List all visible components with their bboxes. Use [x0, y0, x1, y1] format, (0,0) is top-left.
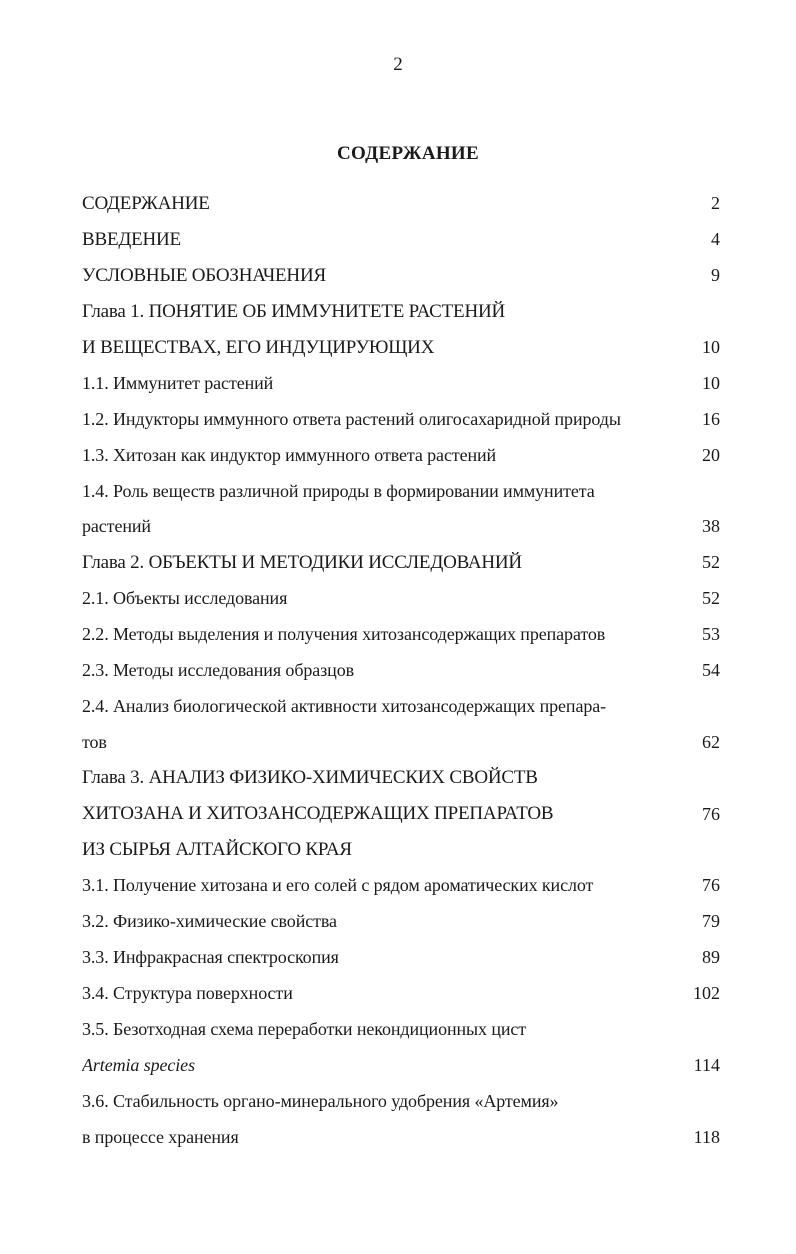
toc-entry-text: 2.4. Анализ биологической активности хитозансодержащих препара- — [82, 695, 607, 716]
toc-entry — [82, 1047, 720, 1083]
toc-entry-page: 76 — [702, 803, 720, 824]
toc-entry — [82, 1011, 720, 1047]
toc-entry-text: растений — [82, 516, 151, 537]
toc-entry-text: тов — [82, 731, 107, 752]
toc-entry — [82, 509, 720, 545]
toc-entry-page: 76 — [702, 875, 720, 896]
toc-entry — [82, 976, 720, 1012]
toc-entry — [82, 688, 720, 724]
toc-entry-page: 9 — [711, 265, 720, 286]
toc-entry — [82, 186, 720, 222]
table-of-contents — [82, 186, 720, 1155]
toc-entry — [82, 330, 720, 366]
toc-entry — [82, 437, 720, 473]
toc-entry — [82, 258, 720, 294]
toc-entry-page: 62 — [702, 731, 720, 752]
toc-entry-page: 52 — [702, 588, 720, 609]
toc-entry-page: 79 — [702, 911, 720, 932]
toc-entry-page: 89 — [702, 947, 720, 968]
toc-entry-text: 2.3. Методы исследования образцов — [82, 660, 355, 681]
toc-entry-page: 52 — [702, 552, 720, 573]
toc-entry — [82, 365, 720, 401]
toc-entry — [82, 581, 720, 617]
toc-entry-text: СОДЕРЖАНИЕ — [82, 192, 210, 214]
toc-entry-page: 2 — [711, 193, 720, 214]
toc-entry — [82, 1119, 720, 1155]
toc-entry-text: 1.4. Роль веществ различной природы в формировании иммунитета — [82, 480, 595, 501]
toc-entry-text: ХИТОЗАНА И ХИТОЗАНСОДЕРЖАЩИХ ПРЕПАРАТОВ — [82, 803, 554, 825]
toc-entry — [82, 724, 720, 760]
toc-entry-text: 3.6. Стабильность органо-минерального удобрения «Артемия» — [82, 1090, 559, 1111]
toc-entry-text: Глава 3. АНАЛИЗ ФИЗИКО-ХИМИЧЕСКИХ СВОЙСТВ — [82, 767, 538, 789]
page-number: 2 — [393, 54, 403, 75]
toc-entry — [82, 401, 720, 437]
toc-entry — [82, 760, 720, 796]
toc-entry-text: Глава 2. ОБЪЕКТЫ И МЕТОДИКИ ИССЛЕДОВАНИЙ — [82, 551, 522, 573]
toc-entry — [82, 545, 720, 581]
toc-entry — [82, 473, 720, 509]
toc-entry-page: 10 — [702, 372, 720, 393]
toc-entry-text: ВВЕДЕНИЕ — [82, 228, 181, 250]
toc-title: СОДЕРЖАНИЕ — [337, 143, 479, 164]
toc-entry-text: УСЛОВНЫЕ ОБОЗНАЧЕНИЯ — [82, 264, 326, 286]
toc-entry-text: 3.5. Безотходная схема переработки некондиционных цист — [82, 1018, 527, 1039]
toc-entry-page: 114 — [693, 1054, 720, 1075]
toc-entry-text: 2.2. Методы выделения и получения хитозансодержащих препаратов — [82, 624, 606, 645]
toc-entry-page: 4 — [711, 229, 720, 250]
toc-entry — [82, 868, 720, 904]
toc-entry — [82, 653, 720, 689]
toc-entry-text: 3.3. Инфракрасная спектроскопия — [82, 947, 339, 968]
toc-entry-text: 3.4. Структура поверхности — [82, 983, 293, 1004]
toc-entry-text: 3.1. Получение хитозана и его солей с рядом ароматических кислот — [82, 875, 594, 896]
toc-entry-text: в процессе хранения — [82, 1126, 239, 1147]
toc-entry-page: 10 — [702, 337, 720, 357]
toc-entry — [82, 796, 720, 832]
toc-entry — [82, 904, 720, 940]
toc-entry-text: 1.3. Хитозан как индуктор иммунного ответа растений — [82, 444, 497, 465]
toc-entry-text: 3.2. Физико-химические свойства — [82, 911, 337, 932]
toc-entry-text: 2.1. Объекты исследования — [82, 588, 288, 609]
toc-entry-text: 1.2. Индукторы иммунного ответа растений олигосахаридной природы — [82, 408, 621, 429]
toc-entry-text: ИЗ СЫРЬЯ АЛТАЙСКОГО КРАЯ — [82, 838, 352, 860]
toc-entry-page: 20 — [702, 444, 720, 465]
toc-entry-page: 16 — [702, 408, 720, 429]
toc-entry-text: 1.1. Иммунитет растений — [82, 372, 274, 393]
toc-entry — [82, 294, 720, 330]
toc-entry-page: 102 — [693, 983, 720, 1004]
toc-entry — [82, 617, 720, 653]
toc-entry-text: И ВЕЩЕСТВАХ, ЕГО ИНДУЦИРУЮЩИХ — [82, 336, 435, 358]
toc-entry-page: 54 — [702, 660, 720, 681]
toc-entry-text: Artemia species — [82, 1054, 195, 1075]
toc-entry — [82, 222, 720, 258]
toc-entry-page: 38 — [702, 516, 720, 537]
toc-entry-page: 118 — [693, 1126, 720, 1147]
toc-entry-text: Глава 1. ПОНЯТИЕ ОБ ИММУНИТЕТЕ РАСТЕНИЙ — [82, 300, 506, 322]
toc-entry — [82, 1083, 720, 1119]
toc-entry-page: 53 — [702, 624, 720, 645]
toc-entry — [82, 832, 720, 868]
toc-entry — [82, 940, 720, 976]
